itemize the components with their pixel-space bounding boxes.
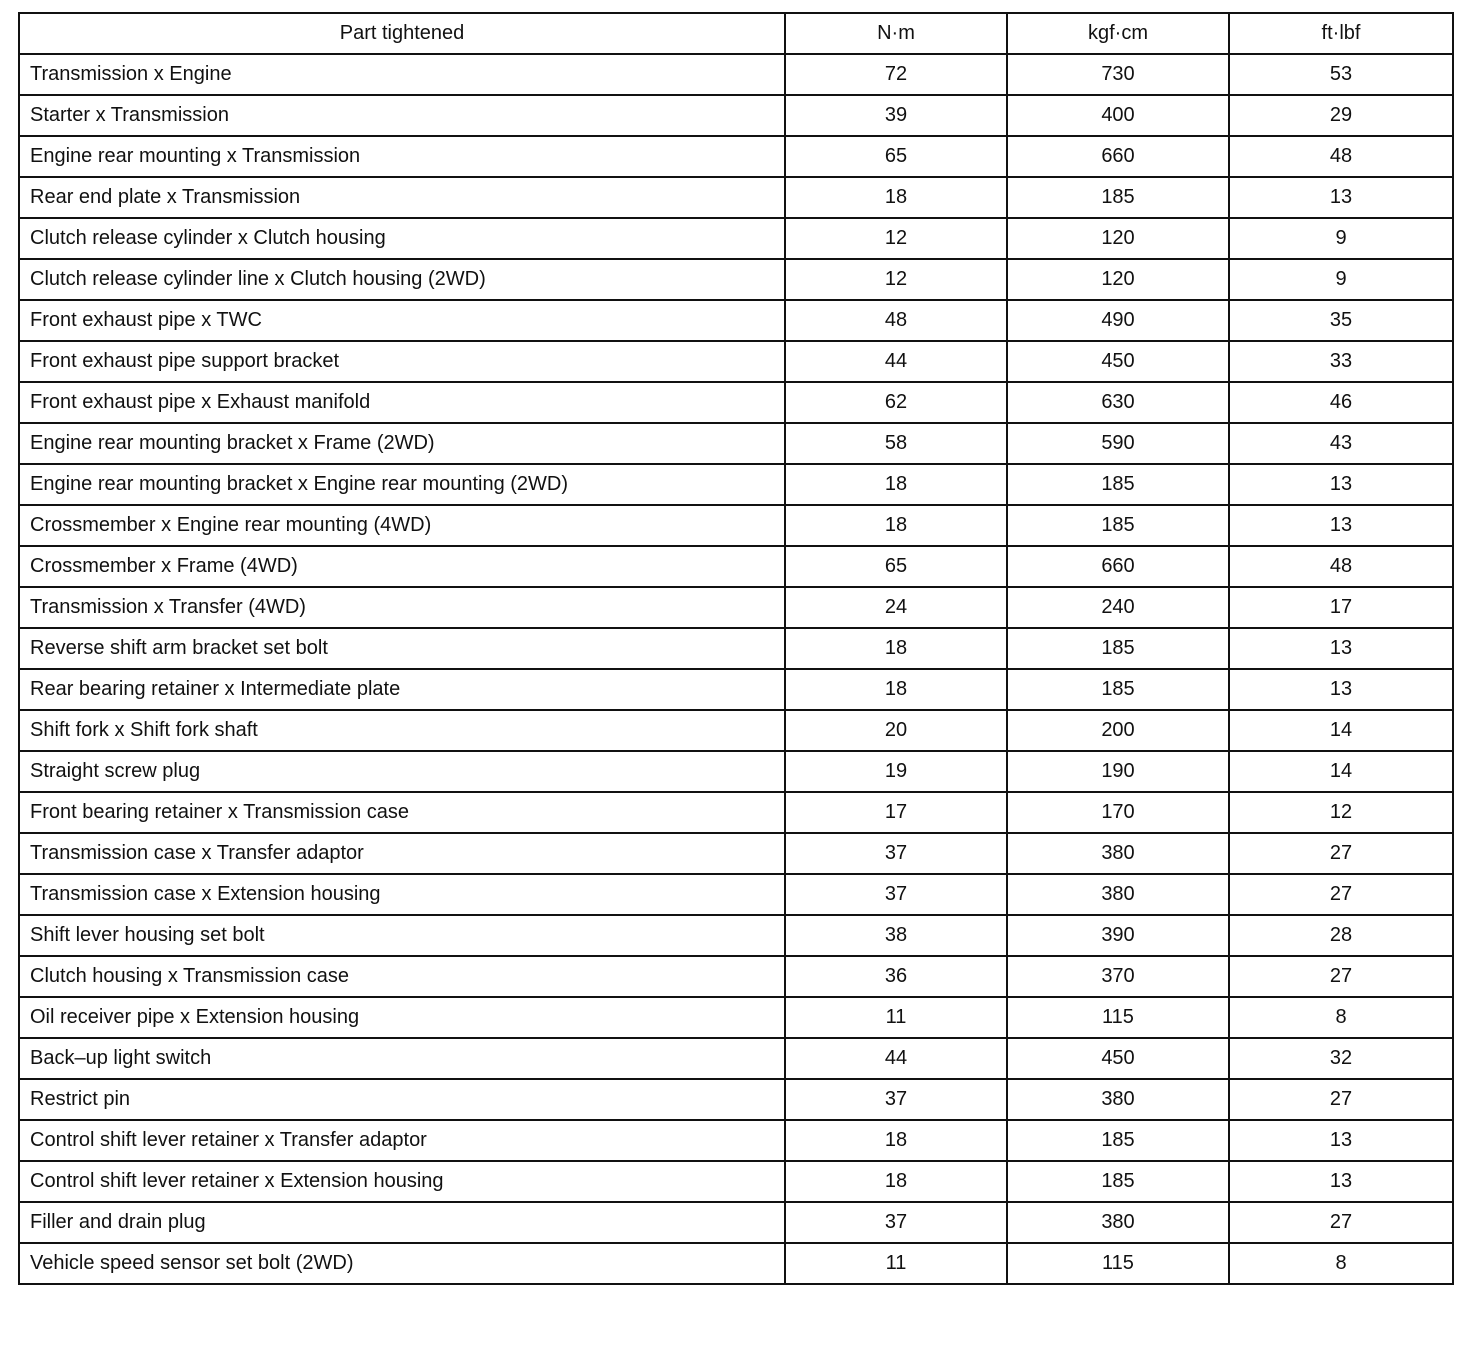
- nm-cell: 72: [785, 54, 1007, 95]
- table-row: [19, 956, 1453, 997]
- kgf-cm-cell: 590: [1007, 423, 1229, 464]
- table-row: [19, 915, 1453, 956]
- part-cell: Clutch housing x Transmission case: [19, 956, 785, 997]
- nm-cell: 17: [785, 792, 1007, 833]
- nm-cell: 18: [785, 464, 1007, 505]
- kgf-cm-cell: 660: [1007, 136, 1229, 177]
- kgf-cm-cell: 115: [1007, 1243, 1229, 1284]
- ft-lbf-cell: 46: [1229, 382, 1453, 423]
- ft-lbf-cell: 27: [1229, 833, 1453, 874]
- nm-cell: 58: [785, 423, 1007, 464]
- kgf-cm-cell: 380: [1007, 1079, 1229, 1120]
- ft-lbf-cell: 27: [1229, 1079, 1453, 1120]
- table-row: [19, 177, 1453, 218]
- kgf-cm-cell: 400: [1007, 95, 1229, 136]
- part-cell: Straight screw plug: [19, 751, 785, 792]
- ft-lbf-cell: 48: [1229, 136, 1453, 177]
- part-cell: Crossmember x Engine rear mounting (4WD): [19, 505, 785, 546]
- part-cell: Front bearing retainer x Transmission case: [19, 792, 785, 833]
- table-row: [19, 505, 1453, 546]
- kgf-cm-cell: 370: [1007, 956, 1229, 997]
- part-cell: Control shift lever retainer x Transfer adaptor: [19, 1120, 785, 1161]
- kgf-cm-cell: 200: [1007, 710, 1229, 751]
- table-row: [19, 300, 1453, 341]
- ft-lbf-cell: 13: [1229, 505, 1453, 546]
- ft-lbf-cell: 27: [1229, 874, 1453, 915]
- table-row: [19, 464, 1453, 505]
- ft-lbf-cell: 48: [1229, 546, 1453, 587]
- part-cell: Filler and drain plug: [19, 1202, 785, 1243]
- ft-lbf-cell: 13: [1229, 628, 1453, 669]
- ft-lbf-cell: 27: [1229, 1202, 1453, 1243]
- table-row: [19, 1161, 1453, 1202]
- part-cell: Transmission x Transfer (4WD): [19, 587, 785, 628]
- ft-lbf-cell: 9: [1229, 218, 1453, 259]
- ft-lbf-cell: 13: [1229, 177, 1453, 218]
- part-cell: Shift fork x Shift fork shaft: [19, 710, 785, 751]
- table-row: [19, 710, 1453, 751]
- ft-lbf-cell: 13: [1229, 669, 1453, 710]
- part-cell: Shift lever housing set bolt: [19, 915, 785, 956]
- nm-cell: 18: [785, 669, 1007, 710]
- nm-cell: 18: [785, 505, 1007, 546]
- table-row: [19, 587, 1453, 628]
- nm-cell: 36: [785, 956, 1007, 997]
- nm-cell: 37: [785, 874, 1007, 915]
- kgf-cm-cell: 185: [1007, 464, 1229, 505]
- table-row: [19, 259, 1453, 300]
- part-cell: Engine rear mounting bracket x Frame (2WD): [19, 423, 785, 464]
- part-cell: Engine rear mounting bracket x Engine rear mounting (2WD): [19, 464, 785, 505]
- nm-cell: 18: [785, 177, 1007, 218]
- kgf-cm-cell: 115: [1007, 997, 1229, 1038]
- table-row: [19, 997, 1453, 1038]
- table-body: [19, 54, 1453, 1284]
- kgf-cm-cell: 730: [1007, 54, 1229, 95]
- nm-cell: 12: [785, 218, 1007, 259]
- kgf-cm-cell: 185: [1007, 628, 1229, 669]
- nm-cell: 44: [785, 1038, 1007, 1079]
- ft-lbf-cell: 8: [1229, 1243, 1453, 1284]
- part-cell: Front exhaust pipe x TWC: [19, 300, 785, 341]
- part-cell: Rear end plate x Transmission: [19, 177, 785, 218]
- header-part-tightened: Part tightened: [19, 13, 785, 54]
- table-row: [19, 423, 1453, 464]
- ft-lbf-cell: 35: [1229, 300, 1453, 341]
- part-cell: Rear bearing retainer x Intermediate plate: [19, 669, 785, 710]
- nm-cell: 44: [785, 341, 1007, 382]
- header-ft-lbf: ft·lbf: [1229, 13, 1453, 54]
- table-row: [19, 1038, 1453, 1079]
- nm-cell: 39: [785, 95, 1007, 136]
- part-cell: Clutch release cylinder x Clutch housing: [19, 218, 785, 259]
- nm-cell: 37: [785, 1202, 1007, 1243]
- ft-lbf-cell: 29: [1229, 95, 1453, 136]
- ft-lbf-cell: 32: [1229, 1038, 1453, 1079]
- ft-lbf-cell: 13: [1229, 1161, 1453, 1202]
- part-cell: Vehicle speed sensor set bolt (2WD): [19, 1243, 785, 1284]
- ft-lbf-cell: 53: [1229, 54, 1453, 95]
- table-row: [19, 628, 1453, 669]
- kgf-cm-cell: 240: [1007, 587, 1229, 628]
- part-cell: Transmission case x Extension housing: [19, 874, 785, 915]
- part-cell: Crossmember x Frame (4WD): [19, 546, 785, 587]
- nm-cell: 11: [785, 1243, 1007, 1284]
- nm-cell: 62: [785, 382, 1007, 423]
- nm-cell: 18: [785, 628, 1007, 669]
- part-cell: Clutch release cylinder line x Clutch housing (2WD): [19, 259, 785, 300]
- nm-cell: 65: [785, 136, 1007, 177]
- nm-cell: 18: [785, 1120, 1007, 1161]
- part-cell: Engine rear mounting x Transmission: [19, 136, 785, 177]
- ft-lbf-cell: 13: [1229, 464, 1453, 505]
- table-row: [19, 382, 1453, 423]
- kgf-cm-cell: 185: [1007, 669, 1229, 710]
- part-cell: Oil receiver pipe x Extension housing: [19, 997, 785, 1038]
- kgf-cm-cell: 170: [1007, 792, 1229, 833]
- kgf-cm-cell: 450: [1007, 341, 1229, 382]
- table-row: [19, 1202, 1453, 1243]
- kgf-cm-cell: 630: [1007, 382, 1229, 423]
- part-cell: Front exhaust pipe x Exhaust manifold: [19, 382, 785, 423]
- ft-lbf-cell: 8: [1229, 997, 1453, 1038]
- table-row: [19, 833, 1453, 874]
- table-row: [19, 54, 1453, 95]
- table-row: [19, 341, 1453, 382]
- part-cell: Front exhaust pipe support bracket: [19, 341, 785, 382]
- ft-lbf-cell: 27: [1229, 956, 1453, 997]
- table-row: [19, 218, 1453, 259]
- nm-cell: 18: [785, 1161, 1007, 1202]
- part-cell: Transmission case x Transfer adaptor: [19, 833, 785, 874]
- kgf-cm-cell: 120: [1007, 218, 1229, 259]
- table-row: [19, 546, 1453, 587]
- table-row: [19, 792, 1453, 833]
- header-kgf-cm: kgf·cm: [1007, 13, 1229, 54]
- part-cell: Starter x Transmission: [19, 95, 785, 136]
- table-row: [19, 874, 1453, 915]
- nm-cell: 37: [785, 1079, 1007, 1120]
- kgf-cm-cell: 120: [1007, 259, 1229, 300]
- table-header: [19, 13, 1453, 54]
- nm-cell: 65: [785, 546, 1007, 587]
- header-nm: N·m: [785, 13, 1007, 54]
- kgf-cm-cell: 390: [1007, 915, 1229, 956]
- kgf-cm-cell: 185: [1007, 505, 1229, 546]
- nm-cell: 19: [785, 751, 1007, 792]
- part-cell: Restrict pin: [19, 1079, 785, 1120]
- kgf-cm-cell: 660: [1007, 546, 1229, 587]
- torque-spec-table: [18, 12, 1454, 1285]
- ft-lbf-cell: 14: [1229, 710, 1453, 751]
- nm-cell: 11: [785, 997, 1007, 1038]
- table-row: [19, 751, 1453, 792]
- ft-lbf-cell: 12: [1229, 792, 1453, 833]
- kgf-cm-cell: 190: [1007, 751, 1229, 792]
- table-row: [19, 136, 1453, 177]
- kgf-cm-cell: 490: [1007, 300, 1229, 341]
- part-cell: Reverse shift arm bracket set bolt: [19, 628, 785, 669]
- ft-lbf-cell: 13: [1229, 1120, 1453, 1161]
- part-cell: Transmission x Engine: [19, 54, 785, 95]
- ft-lbf-cell: 43: [1229, 423, 1453, 464]
- part-cell: Back–up light switch: [19, 1038, 785, 1079]
- kgf-cm-cell: 380: [1007, 1202, 1229, 1243]
- kgf-cm-cell: 185: [1007, 177, 1229, 218]
- kgf-cm-cell: 185: [1007, 1120, 1229, 1161]
- nm-cell: 38: [785, 915, 1007, 956]
- nm-cell: 12: [785, 259, 1007, 300]
- ft-lbf-cell: 17: [1229, 587, 1453, 628]
- table-row: [19, 1079, 1453, 1120]
- kgf-cm-cell: 185: [1007, 1161, 1229, 1202]
- table-row: [19, 95, 1453, 136]
- nm-cell: 48: [785, 300, 1007, 341]
- ft-lbf-cell: 9: [1229, 259, 1453, 300]
- table-row: [19, 1120, 1453, 1161]
- table-row: [19, 1243, 1453, 1284]
- nm-cell: 24: [785, 587, 1007, 628]
- header-row: [19, 13, 1453, 54]
- ft-lbf-cell: 14: [1229, 751, 1453, 792]
- kgf-cm-cell: 380: [1007, 833, 1229, 874]
- kgf-cm-cell: 450: [1007, 1038, 1229, 1079]
- table-row: [19, 669, 1453, 710]
- part-cell: Control shift lever retainer x Extension housing: [19, 1161, 785, 1202]
- nm-cell: 20: [785, 710, 1007, 751]
- nm-cell: 37: [785, 833, 1007, 874]
- ft-lbf-cell: 33: [1229, 341, 1453, 382]
- kgf-cm-cell: 380: [1007, 874, 1229, 915]
- ft-lbf-cell: 28: [1229, 915, 1453, 956]
